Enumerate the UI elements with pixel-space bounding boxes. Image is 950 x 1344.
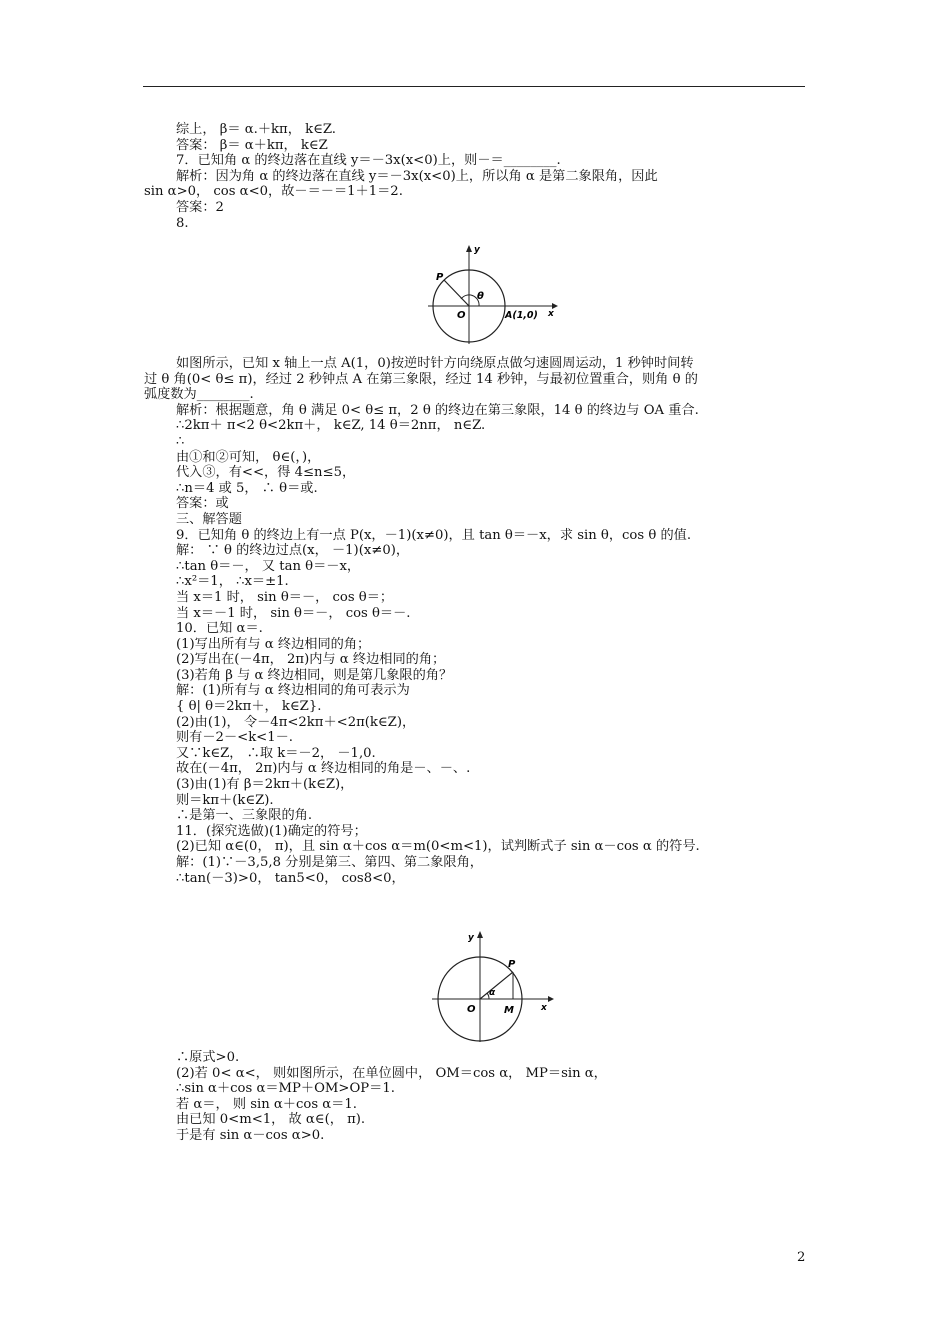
text-line: 解： ∵ θ 的终边过点(x， －1)(x≠0)，	[176, 543, 410, 559]
text-line: 解析：因为角 α 的终边落在直线 y＝－3x(x<0)上，所以角 α 是第二象限角，因此	[176, 168, 658, 184]
text-line: 9．已知角 θ 的终边上有一点 P(x，－1)(x≠0)，且 tan θ＝－x，求 sin θ，cos θ 的值.	[176, 527, 692, 543]
text-line: 答案： β＝ α＋kπ， k∈Z	[176, 137, 328, 153]
text-line: ∴	[176, 433, 185, 449]
point-m-label: M	[504, 1005, 514, 1016]
text-line: 解：(1)所有与 α 终边相同的角可表示为	[176, 683, 410, 699]
text-line: ∴n＝4 或 5， ∴ θ＝或.	[176, 480, 318, 496]
text-line: ∴原式>0.	[176, 1050, 240, 1065]
text-line: 代入③，有<<，得 4≤n≤5，	[176, 465, 356, 481]
point-p-label: P	[508, 959, 516, 970]
x-axis-label: x	[541, 1003, 547, 1013]
x-axis-label: x	[548, 309, 554, 319]
text-line: 8.	[176, 215, 189, 231]
page-number: 2	[797, 1250, 806, 1265]
text-block-2	[144, 356, 809, 886]
alpha-label: α	[489, 988, 496, 998]
text-line: 于是有 sin α－cos α>0.	[176, 1127, 325, 1143]
point-a-label: A(1,0)	[505, 310, 538, 321]
text-line: 解：(1)∵－3,5,8 分别是第三、第四、第二象限角，	[176, 855, 483, 870]
text-line: (2)若 0< α<， 则如图所示，在单位圆中， OM＝cos α， MP＝sin α，	[176, 1065, 607, 1081]
theta-label: θ	[477, 291, 484, 302]
text-line: ∴tan(－3)>0， tan5<0， cos8<0，	[176, 870, 405, 886]
text-line: ∴是第一、三象限的角.	[176, 808, 313, 824]
origin-label: O	[457, 310, 466, 321]
origin-label: O	[467, 1004, 476, 1015]
text-line: (2)已知 α∈(0， π)，且 sin α＋cos α＝m(0<m<1)，试判断式子 sin α－cos α 的符号.	[176, 839, 700, 855]
text-line: 当 x＝1 时， sin θ＝－， cos θ＝；	[176, 589, 394, 605]
text-line: 由已知 0<m<1， 故 α∈(， π).	[176, 1112, 366, 1128]
radius-op	[444, 280, 469, 306]
text-line: (3)若角 β 与 α 终边相同，则是第几象限的角？	[176, 667, 453, 683]
radius-op	[480, 972, 513, 999]
text-line: 解析：根据题意，角 θ 满足 0< θ≤ π，2 θ 的终边在第三象限，14 θ 的终边与 OA 重合.	[176, 402, 699, 418]
text-line: 又∵k∈Z， ∴取 k＝－2， －1,0.	[176, 745, 376, 761]
x-axis-arrow	[548, 996, 554, 1002]
text-line: 如图所示，已知 x 轴上一点 A(1，0)按逆时针方向绕原点做匀速圆周运动，1 秒钟时间转	[176, 356, 694, 371]
text-line: ∴sin α＋cos α＝MP＋OM>OP＝1.	[176, 1081, 395, 1097]
y-axis-arrow	[477, 931, 483, 938]
text-block-3	[144, 1050, 809, 1144]
text-line: 答案：2	[176, 199, 224, 215]
text-block-1	[144, 122, 809, 231]
text-line: 当 x＝－1 时， sin θ＝－， cos θ＝－.	[176, 605, 411, 621]
text-line: (1)写出所有与 α 终边相同的角；	[176, 636, 371, 652]
point-p-label: P	[436, 272, 444, 283]
y-axis-label: y	[468, 933, 474, 943]
text-line: 弧度数为________.	[144, 387, 254, 403]
text-line: ∴x²＝1， ∴x＝±1.	[176, 574, 289, 590]
text-line: { θ| θ＝2kπ＋， k∈Z}.	[176, 699, 322, 715]
text-line: 综上， β＝ α.＋kπ， k∈Z.	[176, 122, 336, 137]
text-line: 7．已知角 α 的终边落在直线 y＝－3x(x<0)上，则－＝________.	[176, 153, 561, 169]
text-line: ∴2kπ＋ π<2 θ<2kπ＋， k∈Z, 14 θ＝2nπ， n∈Z.	[176, 418, 486, 434]
text-line: 过 θ 角(0< θ≤ π)，经过 2 秒钟点 A 在第三象限，经过 14 秒钟，与最初位置重合，则角 θ 的	[144, 371, 698, 387]
text-line: 答案：或	[176, 496, 229, 512]
text-line: 10．已知 α＝.	[176, 621, 263, 637]
text-line: 11．(探究选做)(1)确定的符号；	[176, 823, 367, 839]
text-line: 则＝kπ＋(k∈Z).	[176, 792, 274, 808]
unit-circle-figure-2	[430, 924, 556, 1044]
y-axis-arrow	[466, 245, 472, 252]
text-line: 由①和②可知， θ∈(，)，	[176, 449, 321, 465]
text-line: 故在(－4π， 2π)内与 α 终边相同的角是－、－、.	[176, 761, 471, 777]
text-line: ∴tan θ＝－， 又 tan θ＝－x，	[176, 558, 361, 574]
text-line: 三、解答题	[176, 511, 242, 527]
header-rule	[143, 86, 805, 87]
text-line: (3)由(1)有 β＝2kπ＋(k∈Z)，	[176, 777, 354, 793]
text-line: 若 α＝， 则 sin α＋cos α＝1.	[176, 1096, 357, 1112]
text-line: sin α>0， cos α<0，故－＝－＝1＋1＝2.	[144, 184, 403, 200]
y-axis-label: y	[474, 245, 480, 255]
text-line: (2)由(1)， 令－4π<2kπ＋<2π(k∈Z)，	[176, 714, 416, 730]
text-line: 则有－2－<k<1－.	[176, 730, 293, 746]
text-line: (2)写出在(－4π， 2π)内与 α 终边相同的角；	[176, 652, 446, 668]
unit-circle-figure-1	[424, 240, 560, 348]
